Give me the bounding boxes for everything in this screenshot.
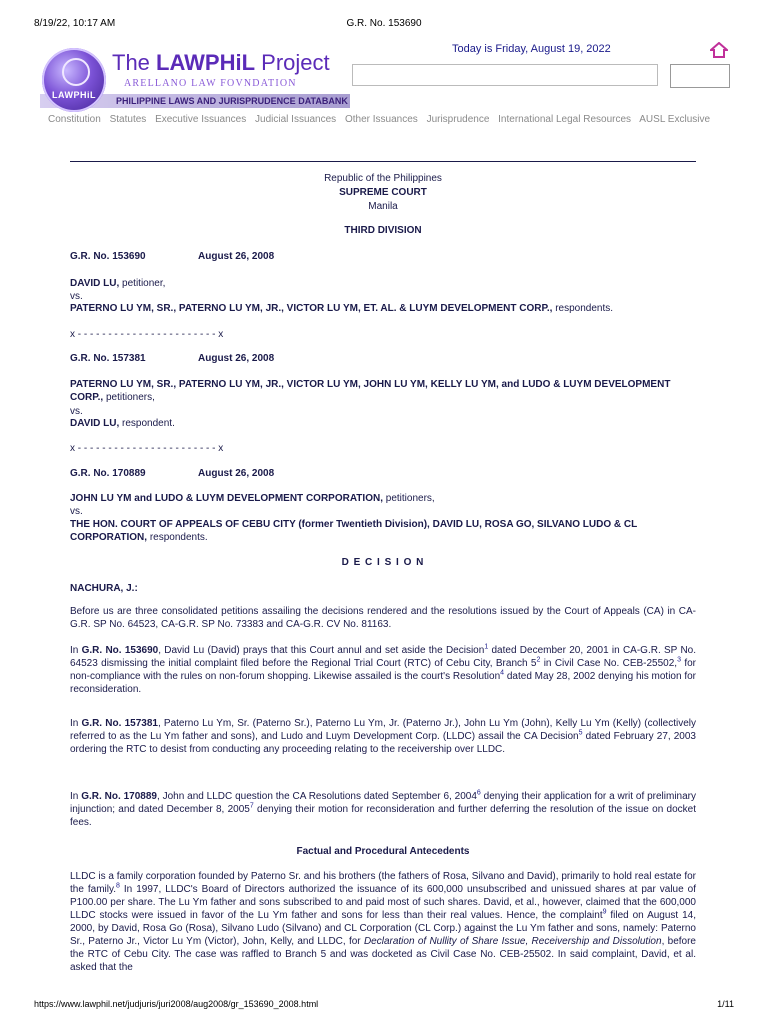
section-heading: Factual and Procedural Antecedents: [296, 846, 470, 857]
footnote-6[interactable]: 6: [476, 789, 481, 797]
search-input[interactable]: [352, 64, 658, 86]
footnote-1[interactable]: 1: [484, 643, 489, 651]
search-button[interactable]: [670, 64, 730, 88]
brand-title: [112, 50, 330, 76]
nav-statutes[interactable]: Statutes: [109, 114, 147, 125]
ponente: NACHURA, J.:: [70, 583, 138, 594]
today-date: Today is Friday, August 19, 2022: [452, 43, 611, 55]
gr-ref: G.R. No. 170889: [81, 791, 157, 802]
case2-p2-role: respondent.: [119, 418, 175, 429]
paragraph-5: LLDC is a family corporation founded by Paterno Sr. and his brothers (the fathers of Rosa, Silvano and David), primarily to hold real estate for the family.$^8$ In 1997, LLDC's Board of Directors authorized the issuance of its 600,000 unsubscribed and unissued shares at par value of P100.00 per share. The Lu Ym father and sons subscribed to and paid most of such shares. David, et al., however, claimed that the 600,000 LLDC stocks were issued in favor of the Lu Ym father and sons for less than their real values. Hence, the complaint$^9$ filed on August 14, 2000, by David, Rosa Go (Rosa), Silvano Ludo (Silvano) and CL Corporation (CL Corp.) against the Lu Ym father and sons, namely: Paterno Sr., Paterno Jr., Victor Lu Ym (Victor), John, Kelly, and LLDC, for Declaration of Nullity of Share Issue, Receivership and Dissolution, before the RTC of Cebu City. The case was raffled to Branch 5 and was docketed as Civil Case No. CEB-25502. In said complaint, David, et al. asked that the: [70, 871, 696, 973]
paragraph-3: In G.R. No. 157381, Paterno Lu Ym, Sr. (Paterno Sr.), Paterno Lu Ym, Jr. (Paterno Jr.), John Lu Ym (John), Kelly Lu Ym (Kelly) (collectively referred to as the Lu Ym father and sons), and Ludo and Luym Development Corp. (LLDC) assail the CA Decision$^5$ dated February 27, 2003 ordering the RTC to desist from conducting any proceeding relating to the receivership over LLDC.: [70, 718, 696, 755]
case3-p2-role: respondents.: [147, 532, 208, 543]
case2-p1: PATERNO LU YM, SR., PATERNO LU YM, JR., VICTOR LU YM, JOHN LU YM, KELLY LU YM, and LUDO & LUYM DEVELOPMENT CORP.,: [70, 379, 671, 403]
court-city: Manila: [368, 201, 398, 212]
case1-p2-role: respondents.: [552, 303, 614, 314]
home-icon[interactable]: [710, 42, 728, 58]
main-nav: [48, 114, 716, 125]
print-page-number: 1/11: [717, 999, 734, 1009]
footnote-9[interactable]: 9: [602, 908, 607, 916]
footnote-3[interactable]: 3: [677, 656, 681, 664]
paragraph-4: In G.R. No. 170889, John and LLDC question the CA Resolutions dated September 6, 2004$^6$ denying their application for a writ of preliminary injunction; and dated December 8, 2005$^7$ denying their motion for reconsideration and further deferring the resolution of the issue on docket fees.: [70, 789, 697, 828]
nav-judicial-issuances[interactable]: Judicial Issuances: [255, 114, 337, 125]
case3-p2: THE HON. COURT OF APPEALS OF CEBU CITY (former Twentieth Division), DAVID LU, ROSA GO, SILVANO LUDO & CL CORPORATION,: [70, 519, 638, 543]
gr-ref: G.R. No. 157381: [81, 718, 158, 729]
brand-prefix: The: [112, 50, 157, 75]
databank-banner: PHILIPPINE LAWS AND JURISPRUDENCE DATABANK: [40, 94, 350, 108]
case1-petitioner: [70, 277, 696, 290]
case2-number: G.R. No. 157381: [70, 353, 146, 364]
footnote-8[interactable]: 8: [116, 882, 120, 890]
case2-date: August 26, 2008: [198, 353, 275, 364]
case2-p2: DAVID LU,: [70, 418, 120, 429]
footnote-4[interactable]: 4: [500, 669, 505, 677]
footnote-5[interactable]: 5: [578, 729, 583, 737]
paragraph-2: In G.R. No. 153690, David Lu (David) prays that this Court annul and set aside the Decision$^1$ dated December 20, 2001 in CA-G.R. SP No. 64523 dismissing the initial complaint filed before the Regional Trial Court (RTC) of Cebu City, Branch $5^2$ in Civil Case No. CEB-25502,$^3$ for non-compliance with the rules on non-forum shopping. Likewise assailed is the court's Resolution$^4$ dated May 28, 2002 denying his motion for reconsideration.: [70, 643, 697, 695]
print-url: https://www.lawphil.net/judjuris/juri2008/aug2008/gr_153690_2008.html: [34, 999, 319, 1009]
case2-respondent: [70, 417, 696, 430]
brand-suffix: Project: [255, 50, 330, 75]
case3-date: August 26, 2008: [198, 468, 275, 479]
print-title: G.R. No. 153690: [346, 18, 422, 29]
lawphil-seal-icon: [42, 48, 106, 112]
case3-respondents: [70, 518, 696, 544]
case3-p1-role: petitioners,: [382, 493, 435, 504]
case3-vs: vs.: [70, 506, 83, 517]
division: THIRD DIVISION: [344, 225, 422, 236]
case3-petitioners: [70, 492, 696, 505]
case1-date: August 26, 2008: [198, 251, 275, 262]
paragraph-1: Before us are three consolidated petitions assailing the decisions rendered and the resolutions issued by the Court of Appeals (CA) in CA-G.R. SP No. 64523, CA-G.R. SP No. 73383 and CA-G.R. CV No. 81163.: [70, 606, 696, 630]
print-timestamp: 8/19/22, 10:17 AM: [34, 18, 116, 29]
case1-vs: vs.: [70, 291, 83, 302]
brand-main: LAWPHiL: [156, 50, 256, 75]
foundation-name: ARELLANO LAW FOVNDATION: [124, 78, 297, 89]
separator-1: x - - - - - - - - - - - - - - - - - - - - - - - x: [70, 329, 224, 340]
header-divider: [70, 161, 696, 162]
site-logo[interactable]: [40, 46, 350, 112]
gr-ref: G.R. No. 153690: [81, 645, 159, 656]
court-name: SUPREME COURT: [339, 187, 427, 198]
case3-p1: JOHN LU YM and LUDO & LUYM DEVELOPMENT CORPORATION,: [70, 493, 383, 504]
case1-p1: DAVID LU,: [70, 278, 120, 289]
case1-respondent: [70, 302, 696, 315]
nav-ausl-exclusive[interactable]: AUSL Exclusive: [639, 114, 711, 125]
footnote-7[interactable]: 7: [249, 802, 254, 810]
nav-executive-issuances[interactable]: Executive Issuances: [155, 114, 247, 125]
republic-line: Republic of the Philippines: [324, 173, 442, 184]
separator-2: x - - - - - - - - - - - - - - - - - - - - - - - x: [70, 443, 224, 454]
case2-petitioners: [70, 378, 696, 404]
nav-international-legal-resources[interactable]: International Legal Resources: [498, 114, 632, 125]
seal-text: LAWPHiL: [52, 90, 96, 100]
case1-p1-role: petitioner,: [119, 278, 166, 289]
nav-jurisprudence[interactable]: Jurisprudence: [426, 114, 490, 125]
case3-number: G.R. No. 170889: [70, 468, 146, 479]
case1-number: G.R. No. 153690: [70, 251, 146, 262]
case2-p1-role: petitioners,: [103, 392, 155, 403]
case2-vs: vs.: [70, 406, 83, 417]
case1-p2: PATERNO LU YM, SR., PATERNO LU YM, JR., VICTOR LU YM, ET. AL. & LUYM DEVELOPMENT CORP.,: [70, 303, 553, 314]
nav-other-issuances[interactable]: Other Issuances: [344, 114, 418, 125]
footnote-2[interactable]: 2: [536, 656, 541, 664]
decision-heading: D E C I S I O N: [341, 557, 425, 568]
nav-constitution[interactable]: Constitution: [48, 114, 101, 125]
